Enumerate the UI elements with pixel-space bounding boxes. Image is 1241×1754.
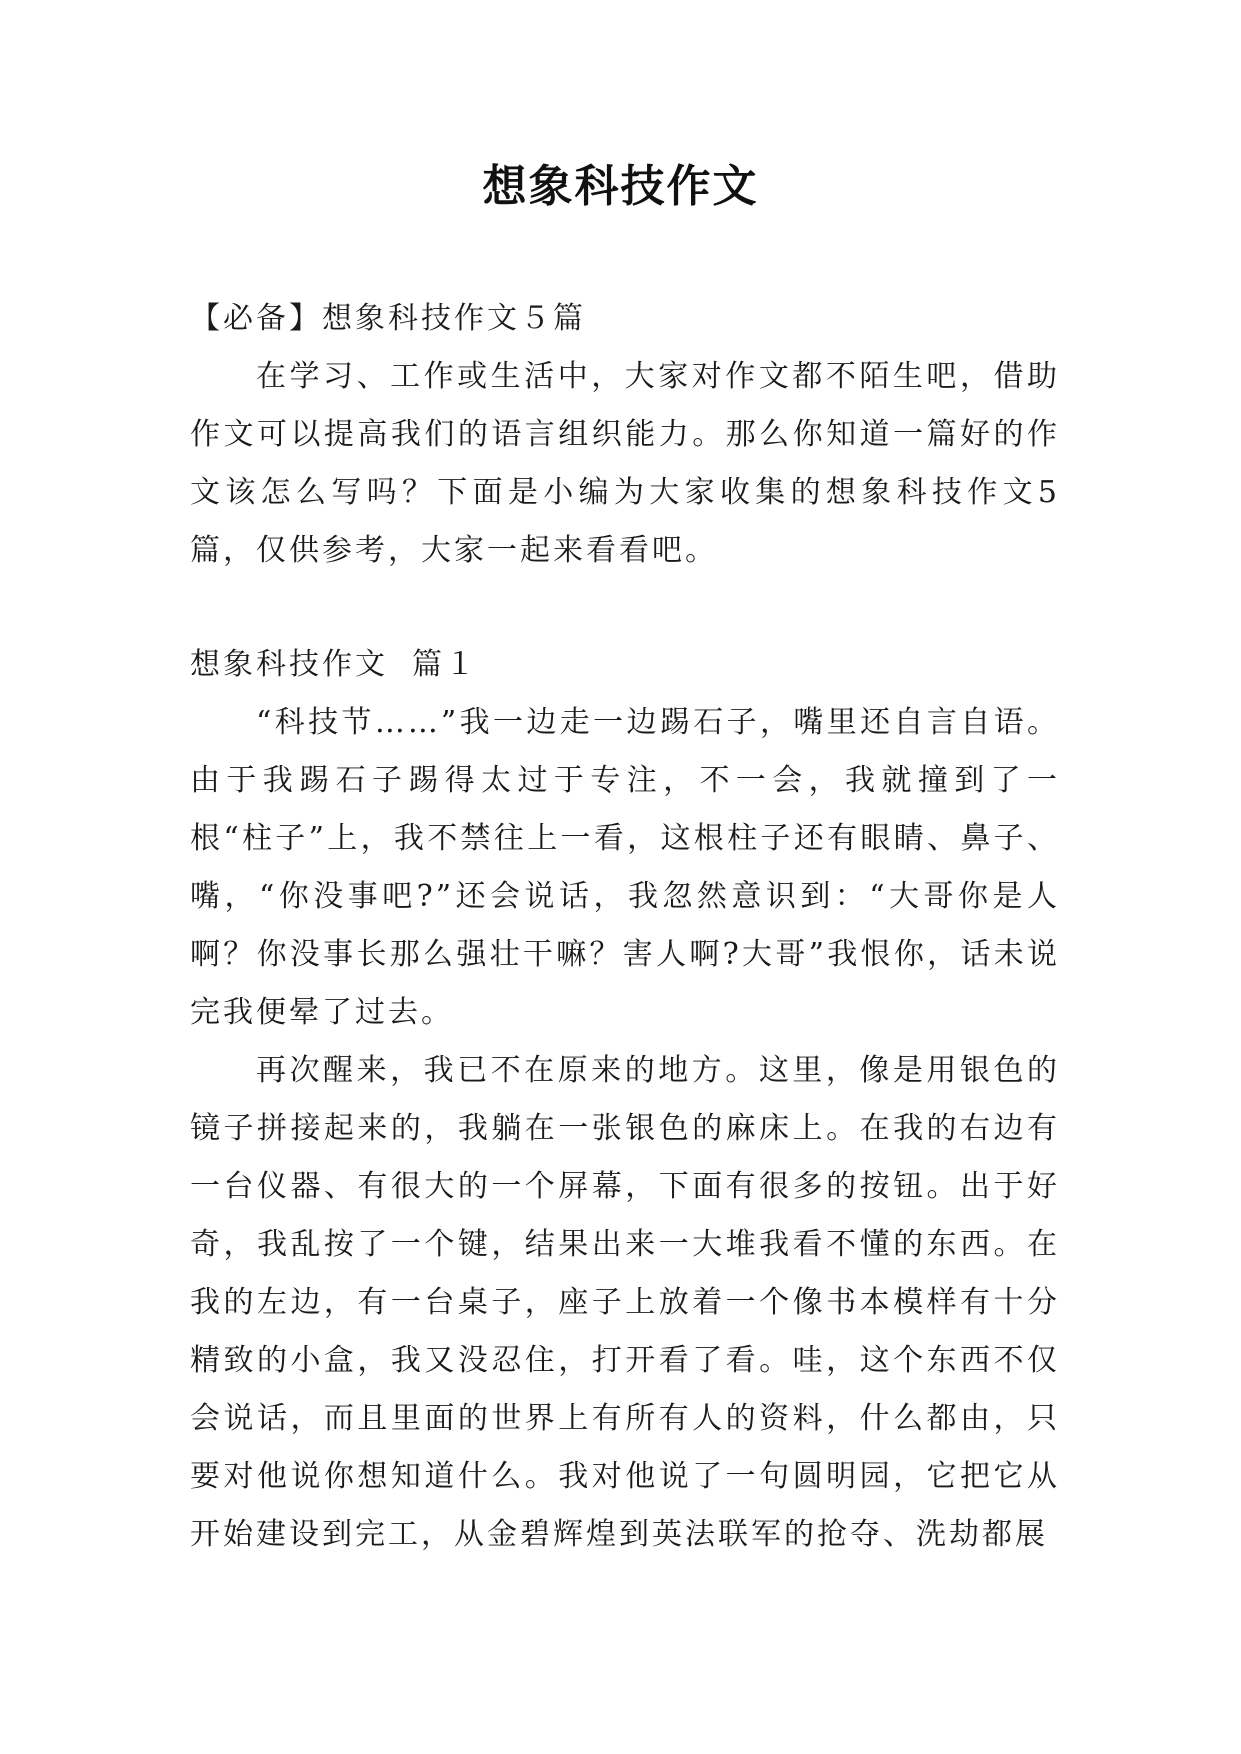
document-body <box>190 290 1060 1564</box>
body-paragraph: 再次醒来，我已不在原来的地方。这里，像是用银色的镜子拼接起来的，我躺在一张银色的麻床上。在我的右边有一台仪器、有很大的一个屏幕，下面有很多的按钮。出于好奇，我乱按了一个键，结果出来一大堆我看不懂的东西。在我的左边，有一台桌子，座子上放着一个像书本模样有十分精致的小盒，我又没忍住，打开看了看。哇，这个东西不仅会说话，而且里面的世界上有所有人的资料，什么都由，只要对他说你想知道什么。我对他说了一句圆明园，它把它从开始建设到完工，从金碧辉煌到英法联军的抢夺、洗劫都展 <box>190 1053 1060 1552</box>
document-subtitle: 【必备】想象科技作文５篇 <box>190 301 586 336</box>
body-paragraph: “科技节……”我一边走一边踢石子，嘴里还自言自语。由于我踢石子踢得太过于专注，不一会，我就撞到了一根“柱子”上，我不禁往上一看，这根柱子还有眼睛、鼻子、嘴，“你没事吧?”还会说话，我忽然意识到：“大哥你是人啊？你没事长那么强壮干嘛？害人啊?大哥”我恨你，话未说完我便晕了过去。 <box>190 705 1060 1030</box>
section-heading <box>190 636 1060 694</box>
document-title: 想象科技作文 <box>482 161 759 212</box>
section-heading-number: 篇１ <box>412 647 478 682</box>
intro-paragraph: 在学习、工作或生活中，大家对作文都不陌生吧，借助作文可以提高我们的语言组织能力。那么你知道一篇好的作文该怎么写吗？下面是小编为大家收集的想象科技作文5篇，仅供参考，大家一起来看看吧。 <box>190 359 1060 568</box>
section-heading-title: 想象科技作文 <box>190 647 388 682</box>
